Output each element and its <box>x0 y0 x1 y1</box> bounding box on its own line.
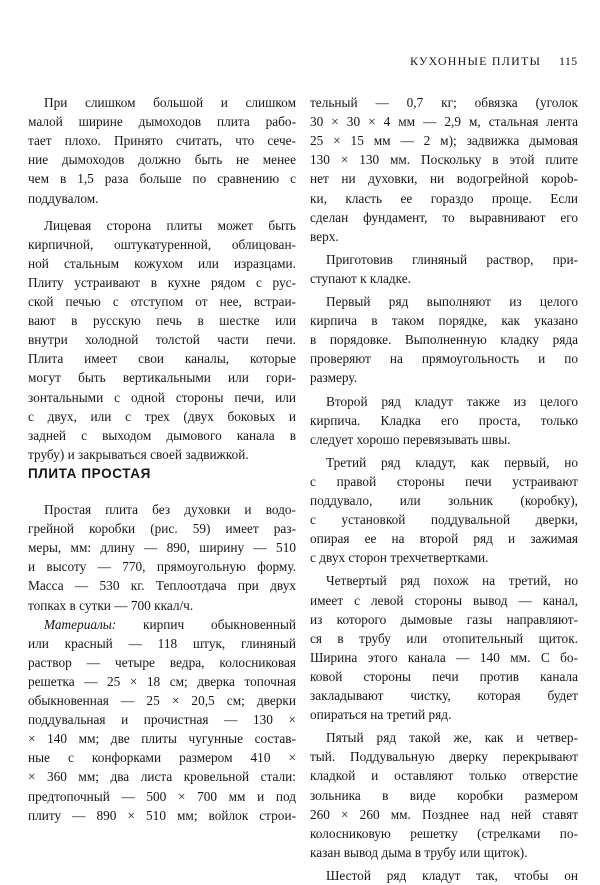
text-line: Масса — 530 кг. Теплоотдача при двух <box>28 578 296 594</box>
text-line: Первый ряд выполняют из целого <box>326 294 578 309</box>
text-line: Пятый ряд такой же, как и четвер- <box>326 730 578 746</box>
text-line: трубу) и закрываться своей задвижкой. <box>28 446 249 462</box>
text-line: ние дымоходов должно быть не менее <box>28 152 296 168</box>
text-line: вают в русскую печь в шестке или <box>28 313 296 329</box>
text-line: Плита имеет свои каналы, которые <box>28 351 296 367</box>
text-line: колосниковую решетку (стрелками по- <box>310 825 578 841</box>
text-line: 260 × 260 мм. Позднее над ней ставят <box>310 806 578 822</box>
text-line: опираться на третий ряд. <box>310 707 452 723</box>
text-line: с правой стороны печи устраивают <box>310 473 578 489</box>
text-line: с установкой поддувальной дверки, <box>310 512 578 528</box>
text-line: × 360 мм; два листа кровельной стали: <box>28 769 296 785</box>
text-line: При слишком большой и слишком <box>44 95 296 110</box>
text-line: кладкой и оставляют только отверстие <box>310 768 578 784</box>
text-line: нет ни духовки, ни водогрейной корob- <box>310 171 578 187</box>
text-line: Третий ряд кладут, как первый, но <box>326 454 578 470</box>
text-line: грейной коробки (рис. 59) имеет раз- <box>28 521 296 537</box>
text-line: Приготовив глиняный раствор, при- <box>326 251 578 267</box>
page-number: 115 <box>559 54 578 68</box>
text-line: с двух сторон трехчетвертками. <box>310 550 489 566</box>
text-line: ковой стороны печи против канала <box>310 668 578 684</box>
text-line: из которого дымовые газы направляют- <box>310 611 578 627</box>
materials-line <box>44 615 296 634</box>
text-line: поддувалом. <box>28 190 99 206</box>
text-line: тельный — 0,7 кг; обвязка (уголок <box>310 95 578 110</box>
text-line: тый. Поддувальную дверку перекрывают <box>310 749 578 765</box>
text-line: имеет с левой стороны вывод — канал, <box>310 592 578 608</box>
text-line: зольника в виде коробки размером <box>310 787 578 803</box>
text-line: кирпича. Кладка его проста, только <box>310 412 578 428</box>
text-line: ся в трубу или отопительный щиток. <box>310 630 578 646</box>
text-line: Лицевая сторона плиты может быть <box>44 217 296 233</box>
text-line: задней с выходом дымового канала в <box>28 427 296 443</box>
text-line: раствор — четыре ведра, колосниковая <box>28 654 296 670</box>
text-line: 25 × 15 мм — 2 м); задвижка дымовая <box>310 133 578 149</box>
text-line: Четвертый ряд похож на третий, но <box>326 573 578 589</box>
text-line: Второй ряд кладут также из целого <box>326 393 578 409</box>
text-line: тает плохо. Принято считать, что сече- <box>28 133 296 149</box>
text-line: Ширина этого канала — 140 мм. С бо- <box>310 649 578 665</box>
text-line: плиту — 890 × 510 мм; войлок строи- <box>28 807 296 823</box>
materials-label: Материалы: <box>44 616 117 632</box>
text-line: ные с конфорками размером 410 × <box>28 750 296 766</box>
text-line: ской печью с отступом от нее, встраи- <box>28 294 296 309</box>
text-line: Шестой ряд кладут так, чтобы он <box>326 867 578 883</box>
section-heading: ПЛИТА ПРОСТАЯ <box>28 466 151 481</box>
text-line: ки, класть ее гораздо проще. Если <box>310 190 578 206</box>
text-line: зонтальными с одной стороны печи, или <box>28 389 296 405</box>
text-line: решетка — 25 × 18 см; дверка топочная <box>28 673 296 689</box>
text-line: поддувальная и прочистная — 130 × <box>28 712 296 728</box>
text-line: поддувало, или зольник (коробку), <box>310 493 578 508</box>
text-line: меры, мм: длину — 890, ширину — 510 <box>28 540 296 556</box>
text-line: в порядовке. Выполненную кладку ряда <box>310 332 578 348</box>
text-line: малой ширине дымоходов плита рабо- <box>28 114 296 130</box>
text-line: 130 × 130 мм. Поскольку в этой плите <box>310 152 578 168</box>
text-line: могут быть вертикальными или гори- <box>28 370 296 386</box>
text-line: и высоту — 770, прямоугольную форму. <box>28 559 296 575</box>
text-line: ступают к кладке. <box>310 270 411 286</box>
running-header-title: КУХОННЫЕ ПЛИТЫ <box>410 54 542 68</box>
text-line: топках в сутки — 700 ккал/ч. <box>28 597 194 613</box>
text-line: предтопочный — 500 × 700 мм и под <box>28 788 296 804</box>
running-header <box>410 54 580 68</box>
text-line: казан вывод дыма в трубу или щиток). <box>310 844 528 860</box>
text-line: верх. <box>310 228 339 244</box>
text-line: обыкновенная — 25 × 20,5 см; дверки <box>28 693 296 708</box>
text-line: кирпича в таком порядке, как указано <box>310 313 578 329</box>
text-line: 30 × 30 × 4 мм — 2,9 м, стальная лента <box>310 114 578 130</box>
text-line: проверяют на прямоугольность и по <box>310 351 578 367</box>
materials-text: кирпич обыкновенный <box>116 616 296 632</box>
text-line: внутри холодной толстой части печи. <box>28 332 296 348</box>
text-line: опирая ее на второй ряд и зажимая <box>310 531 578 547</box>
text-line: чем в 1,5 раза больше по сравнению с <box>28 171 296 187</box>
text-line: Простая плита без духовки и водо- <box>44 502 296 517</box>
text-line: следует хорошо перевязывать швы. <box>310 431 511 447</box>
text-line: × 140 мм; две плиты чугунные состав- <box>28 731 296 747</box>
text-line: Плиту устраивают в кухне рядом с рус- <box>28 274 296 290</box>
text-line: ной стальным кожухом или изразцами. <box>28 255 296 271</box>
text-line: закладывают чистку, которая будет <box>310 688 578 703</box>
text-line: кирпичной, оштукатуренной, облицован- <box>28 236 296 252</box>
text-line: размеру. <box>310 370 358 386</box>
text-line: или красный — 118 штук, глиняный <box>28 635 296 651</box>
text-line: сделан фундамент, то выравнивают его <box>310 209 578 225</box>
text-line: с двух, или с трех (двух боковых и <box>28 408 296 424</box>
